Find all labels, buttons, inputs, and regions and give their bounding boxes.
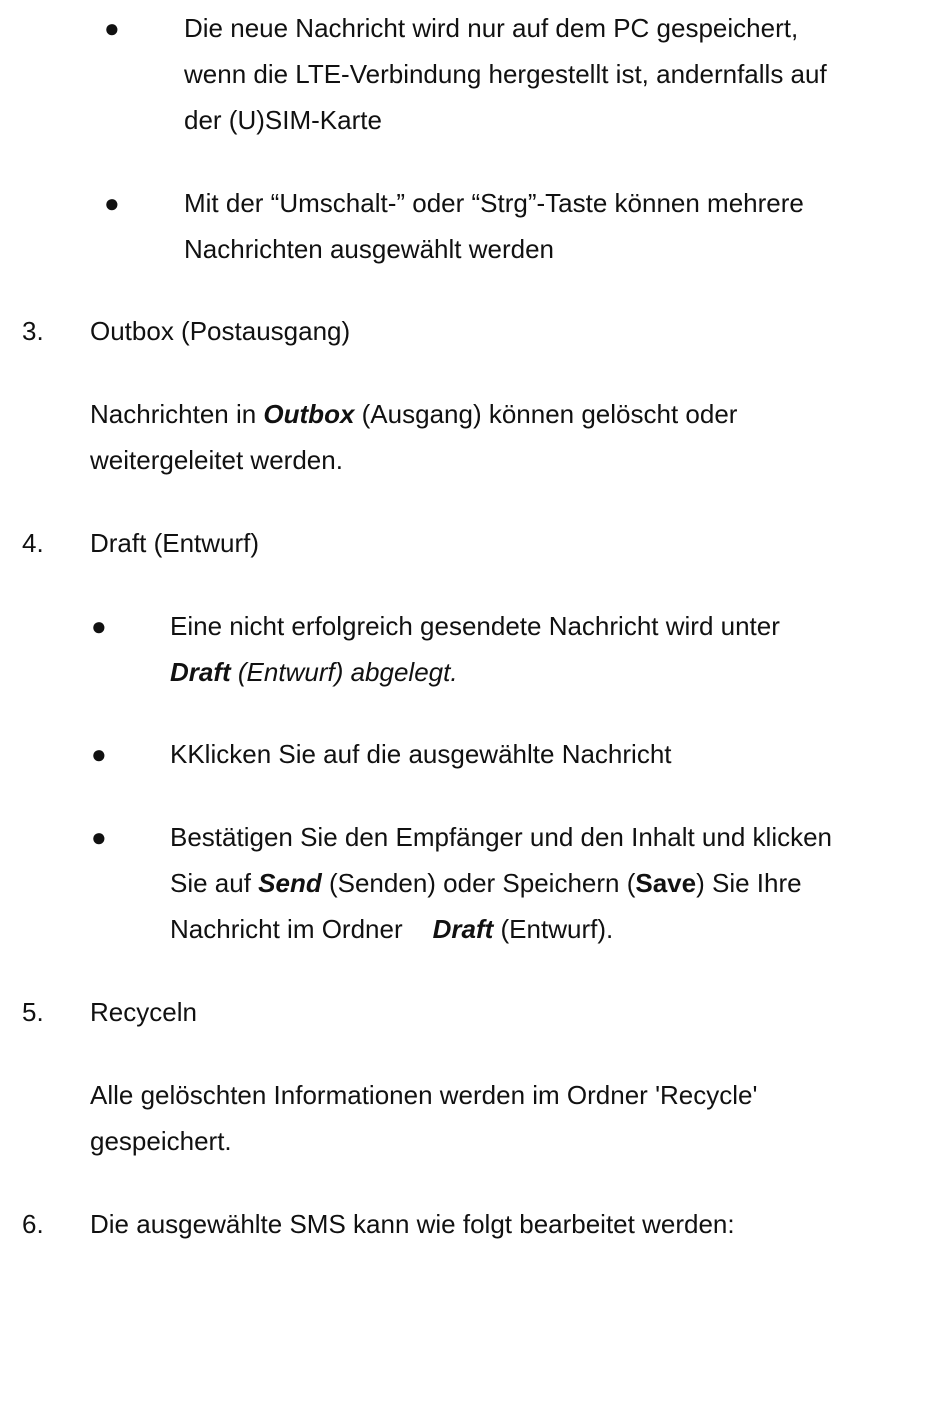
bullet-dot: ● [104,188,120,218]
outbox-paragraph [90,391,930,483]
section-title: Die ausgewählte SMS kann wie folgt bearbeitet werden: [90,1209,735,1239]
text-line: weitergeleitet werden. [90,445,343,475]
recycle-paragraph [90,1072,930,1164]
text-line: KKlicken Sie auf die ausgewählte Nachricht [170,739,672,769]
section-number: 4. [22,528,44,558]
draft-term: Draft [170,657,231,687]
bullet-text [170,603,780,695]
section-heading-draft [22,520,922,566]
bullet-item [104,5,924,145]
bullet-text [170,731,672,777]
bullet-item [104,180,924,275]
text-line: Draft (Entwurf) abgelegt. [170,657,458,687]
send-term: Send [258,868,322,898]
bullet-item [91,603,931,698]
bullet-dot: ● [91,739,107,769]
bullet-dot: ● [91,822,107,852]
bullet-dot: ● [91,611,107,641]
section-title: Draft (Entwurf) [90,528,260,558]
text-line: Nachrichten in Outbox (Ausgang) können gelöscht oder [90,399,738,429]
section-number: 6. [22,1209,44,1239]
draft-term: Draft [432,914,494,944]
text-line: Die neue Nachricht wird nur auf dem PC gespeichert, [184,13,799,43]
bullet-item [91,814,931,954]
text-line: gespeichert. [90,1126,232,1156]
text-line: wenn die LTE-Verbindung hergestellt ist, andernfalls auf [184,59,827,89]
section-heading-sms-edit [22,1201,922,1247]
text-line: Bestätigen Sie den Empfänger und den Inhalt und klicken [170,822,833,852]
bullet-item [91,731,931,777]
section-number: 3. [22,316,44,346]
bullet-text [184,5,827,143]
text-line: Nachricht im Ordner Draft (Entwurf). [170,914,614,944]
section-title: Outbox (Postausgang) [90,316,351,346]
save-term: Save [635,868,697,898]
bullet-dot: ● [104,13,120,43]
text-line: Eine nicht erfolgreich gesendete Nachricht wird unter [170,611,780,641]
section-number: 5. [22,997,44,1027]
text-line: Alle gelöschten Informationen werden im Ordner 'Recycle' [90,1080,758,1110]
bullet-text [170,814,832,952]
text-line: Sie auf Send (Senden) oder Speichern (Save) Sie Ihre [170,868,802,898]
text-line: der (U)SIM-Karte [184,105,382,135]
section-title: Recyceln [90,997,197,1027]
bullet-text [184,180,804,272]
section-heading-recycle [22,989,922,1035]
outbox-term: Outbox [263,399,355,429]
text-line: Nachrichten ausgewählt werden [184,234,554,264]
section-heading-outbox [22,308,922,354]
text-line: Mit der “Umschalt-” oder “Strg”-Taste können mehrere [184,188,804,218]
